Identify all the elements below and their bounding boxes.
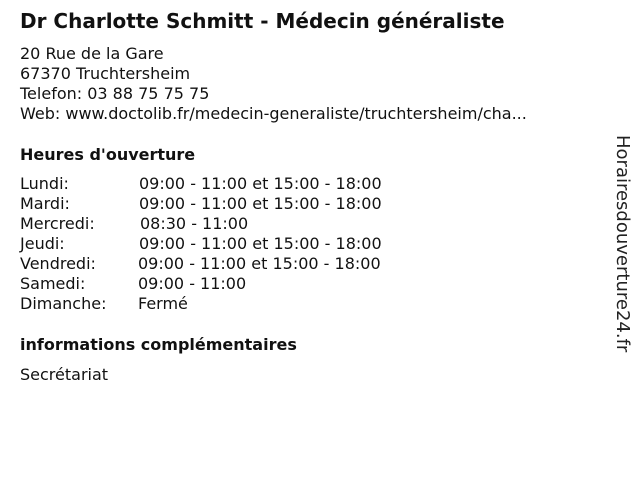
time-value: 08:30 - 11:00 <box>140 214 249 233</box>
city-address: 67370 Truchtersheim <box>20 64 191 83</box>
day-label: Mardi: <box>20 194 70 213</box>
opening-hours-heading: Heures d'ouverture <box>20 145 196 164</box>
site-watermark: Horairesdouverture24.fr <box>612 135 633 353</box>
address-block <box>20 44 527 124</box>
day-label: Jeudi: <box>20 234 65 253</box>
time-value: Fermé <box>138 294 188 313</box>
phone-number: Telefon: 03 88 75 75 75 <box>20 84 210 103</box>
time-value: 09:00 - 11:00 et 15:00 - 18:00 <box>139 234 382 253</box>
street-address: 20 Rue de la Gare <box>20 44 164 63</box>
page-title: Dr Charlotte Schmitt - Médecin généraliste <box>20 9 505 33</box>
day-label: Mercredi: <box>20 214 95 233</box>
time-value: 09:00 - 11:00 et 15:00 - 18:00 <box>139 174 382 193</box>
website-link[interactable]: Web: www.doctolib.fr/medecin-generaliste/truchtersheim/cha... <box>20 104 527 123</box>
time-value: 09:00 - 11:00 et 15:00 - 18:00 <box>139 194 382 213</box>
day-label: Samedi: <box>20 274 86 293</box>
day-label: Dimanche: <box>20 294 107 313</box>
additional-info-heading: informations complémentaires <box>20 335 297 354</box>
day-label: Vendredi: <box>20 254 96 273</box>
time-value: 09:00 - 11:00 <box>138 274 247 293</box>
time-value: 09:00 - 11:00 et 15:00 - 18:00 <box>138 254 381 273</box>
day-label: Lundi: <box>20 174 69 193</box>
additional-info-text: Secrétariat <box>20 365 109 384</box>
